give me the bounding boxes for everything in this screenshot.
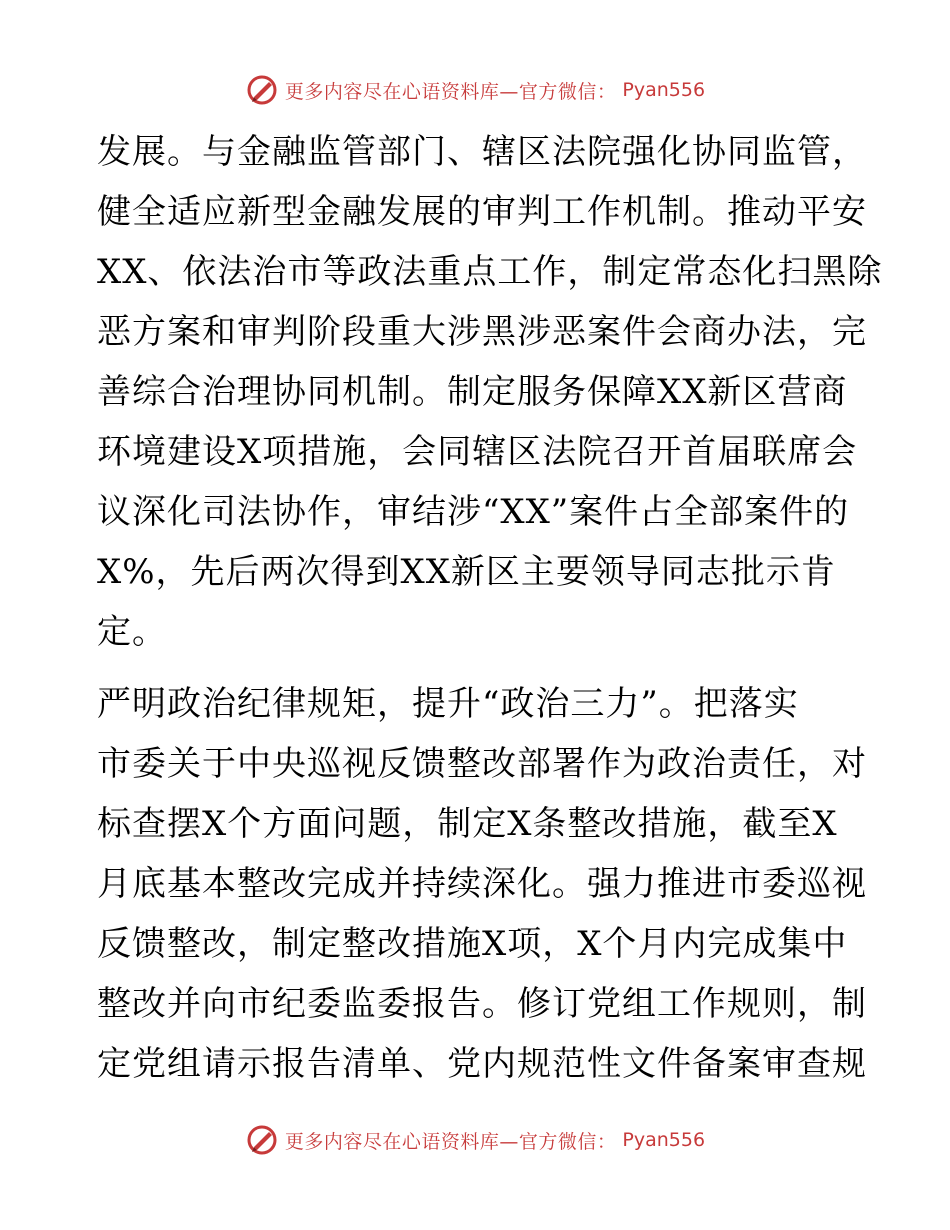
text-line: XX、依法治市等政法重点工作，制定常态化扫黑除 [97, 252, 883, 292]
footer-promo-text: 更多内容尽在心语资料库—官方微信： [284, 1130, 617, 1153]
text-line: 定党组请示报告清单、党内规范性文件备案审查规 [97, 1044, 867, 1084]
footer-banner [0, 1120, 950, 1160]
text-line: 恶方案和审判阶段重大涉黑涉恶案件会商办法，完 [97, 312, 867, 352]
header-promo-text: 更多内容尽在心语资料库—官方微信： [284, 80, 617, 103]
text-line: 严明政治纪律规矩，提升“政治三力”。把落实 [97, 684, 799, 724]
pen-circle-logo-icon [245, 1123, 279, 1157]
text-line: 市委关于中央巡视反馈整改部署作为政治责任，对 [97, 744, 867, 784]
text-line: X%，先后两次得到XX新区主要领导同志批示肯 [97, 552, 836, 592]
text-line: 标查摆X个方面问题，制定X条整改措施，截至X [97, 804, 838, 844]
header-banner [0, 70, 950, 110]
text-line: 环境建设X项措施，会同辖区法院召开首届联席会 [97, 432, 858, 472]
pen-circle-logo-icon [245, 73, 279, 107]
text-line: 整改并向市纪委监委报告。修订党组工作规则，制 [97, 984, 867, 1024]
text-line: 定。 [97, 612, 167, 652]
paragraph-2 [97, 674, 867, 1094]
text-line: 发展。与金融监管部门、辖区法院强化协同监管， [97, 132, 867, 172]
text-line: 健全适应新型金融发展的审判工作机制。推动平安 [97, 192, 867, 232]
paragraph-gap [97, 662, 857, 674]
text-line: 议深化司法协作，审结涉“XX”案件占全部案件的 [97, 492, 850, 532]
footer-wechat-id: Pyan556 [622, 1129, 706, 1151]
text-line: 反馈整改，制定整改措施X项，X个月内完成集中 [97, 924, 848, 964]
header-wechat-id: Pyan556 [622, 79, 706, 101]
paragraph-1 [97, 122, 883, 662]
document-body [97, 122, 883, 1094]
text-line: 月底基本整改完成并持续深化。强力推进市委巡视 [97, 864, 867, 904]
text-line: 善综合治理协同机制。制定服务保障XX新区营商 [97, 372, 848, 412]
